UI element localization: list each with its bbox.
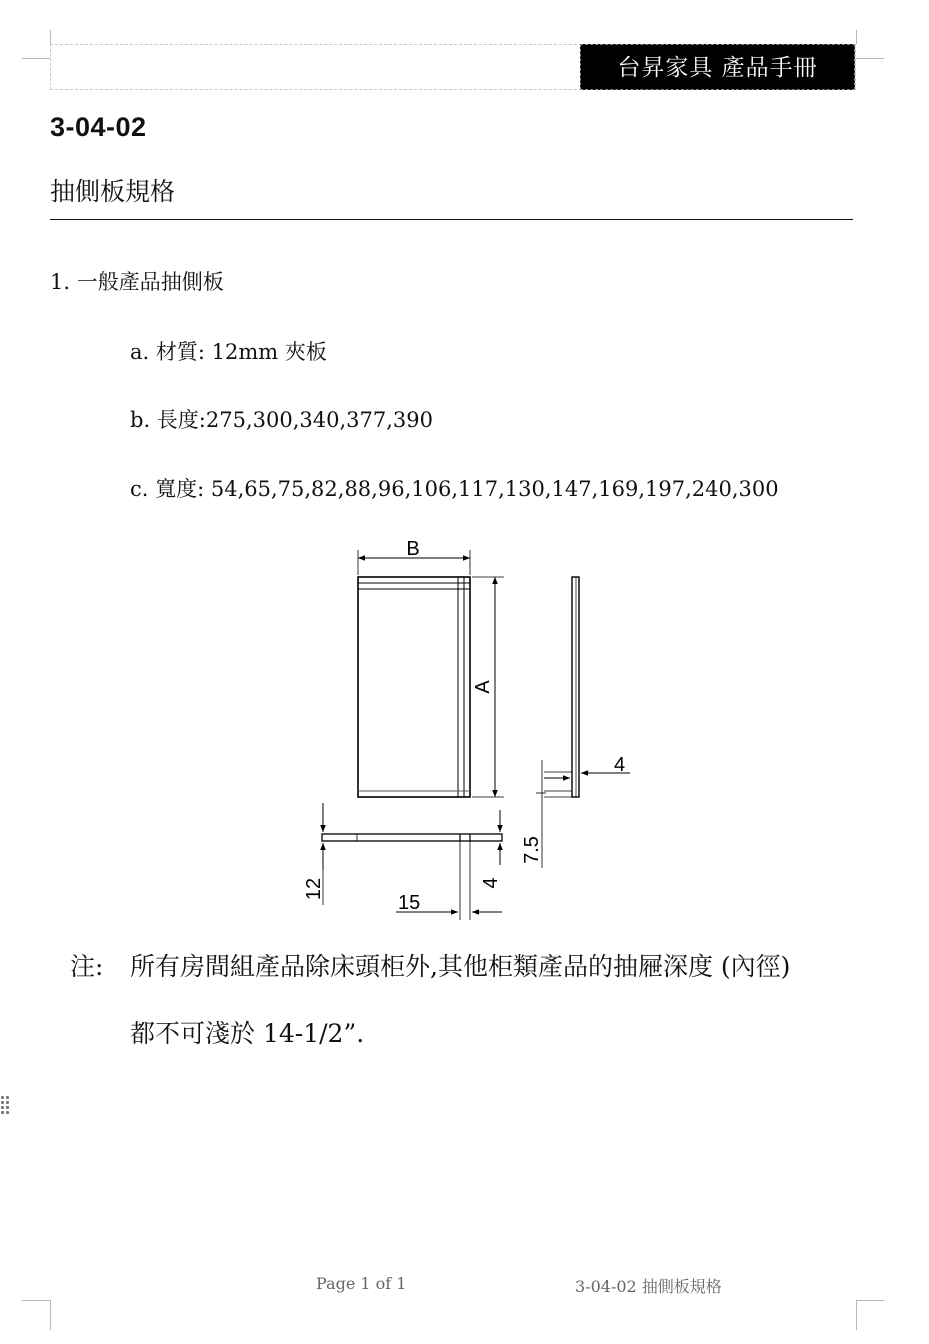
note-label: 注: [70,952,104,981]
dimension-4-side-label: 4 [614,754,626,776]
dimension-15-label: 15 [398,892,421,914]
document-code: 3-04-02 [50,112,147,142]
drag-handle-icon[interactable] [1,1096,11,1114]
panel-front-view [358,577,470,797]
dimension-a-label: A [472,680,494,694]
panel-section-view [322,834,502,841]
spec-item-length: b. 長度:275,300,340,377,390 [130,408,433,432]
spec-item-width: c. 寬度: 54,65,75,82,88,96,106,117,130,147,169,197,240,300 [130,477,779,501]
dimension-4-groove-label: 4 [480,877,502,889]
dimension-12-label: 12 [303,877,325,901]
spec-item-material: a. 材質: 12mm 夾板 [130,340,327,364]
note-line-1: 所有房間組產品除床頭柜外,其他柜類產品的抽屜深度 (內徑) [130,952,791,981]
page-title: 抽側板規格 [50,177,176,206]
brand-banner: 台昇家具 產品手冊 [580,44,855,90]
section-heading: 1. 一般產品抽側板 [50,270,224,294]
note-line-2: 都不可淺於 14-1/2”. [130,1019,365,1048]
dimension-b-label: B [406,538,420,560]
footer-page-number: Page 1 of 1 [316,1274,407,1293]
panel-side-view [572,577,579,797]
footer-document-ref: 3-04-02 抽側板規格 [575,1277,722,1296]
dimension-7-5-label: 7.5 [521,836,543,864]
